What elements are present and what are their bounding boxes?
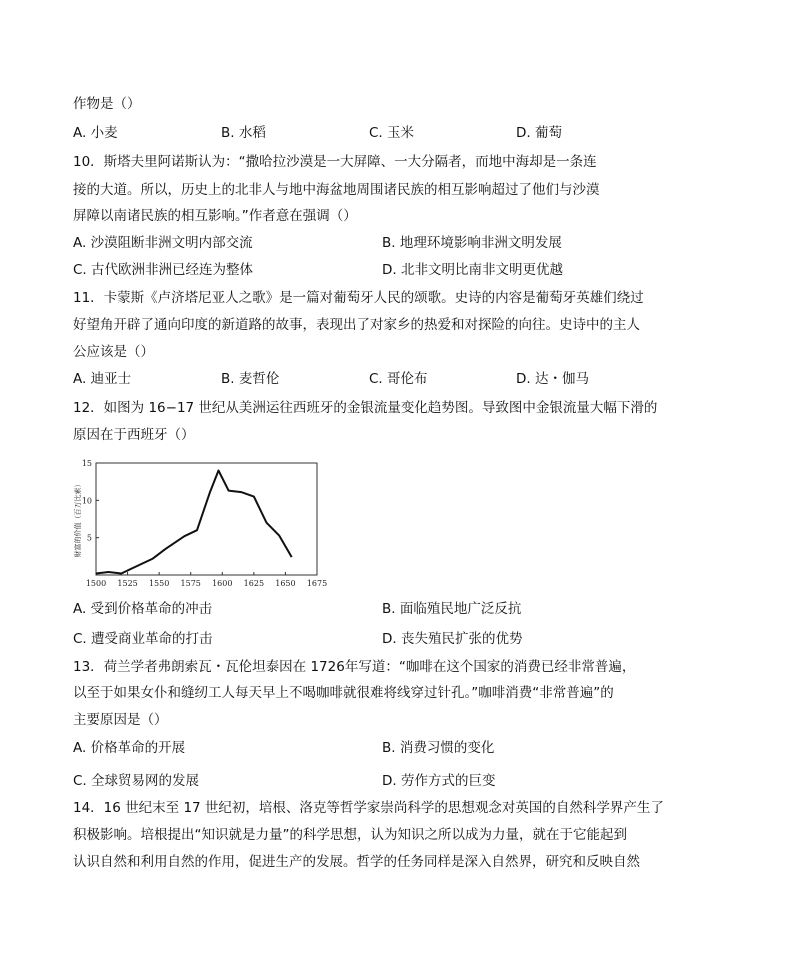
q9-option-d: D. 葡萄 — [516, 125, 562, 141]
question-9-stem-end: 作物是（） — [73, 96, 141, 112]
q12-option-c: C. 遭受商业革命的打击 — [73, 631, 213, 647]
y-tick-label: 5 — [86, 533, 92, 543]
plot-frame — [96, 463, 317, 575]
q11-option-c: C. 哥伦布 — [369, 371, 428, 387]
question-13-line-2: 以至于如果女仆和缝纫工人每天早上不喝咖啡就很难将线穿过针孔。”咖啡消费“非常普遍”的 — [73, 685, 614, 701]
gold-silver-flow-chart — [72, 455, 328, 591]
question-13-line-3: 主要原因是（） — [73, 712, 168, 728]
q9-option-a: A. 小麦 — [73, 125, 118, 141]
q13-option-b: B. 消费习惯的变化 — [382, 740, 495, 756]
question-11-line-2: 好望角开辟了通向印度的新道路的故事，表现出了对家乡的热爱和对探险的向往。史诗中的主人 — [73, 317, 640, 333]
question-14-line-2: 积极影响。培根提出“知识就是力量”的科学思想，认为知识之所以成为力量，就在于它能起到 — [73, 827, 627, 843]
y-tick-label: 15 — [81, 459, 92, 468]
x-tick-label: 1575 — [180, 579, 201, 588]
x-tick-label: 1550 — [148, 579, 170, 588]
question-12-line-2: 原因在于西班牙（） — [73, 427, 195, 443]
y-axis-label: 财富的价值（百万比索） — [74, 480, 82, 558]
question-12-line-1: 12．如图为 16−17 世纪从美洲运往西班牙的金银流量变化趋势图。导致图中金银流量大幅下滑的 — [73, 400, 658, 416]
x-tick-label: 1600 — [212, 579, 233, 588]
x-tick-label: 1675 — [306, 579, 328, 588]
x-tick-label: 1625 — [243, 579, 265, 588]
x-tick-label: 1525 — [117, 579, 138, 588]
q11-option-a: A. 迪亚士 — [73, 371, 132, 387]
q9-option-b: B. 水稻 — [221, 125, 266, 141]
q11-option-d: D. 达・伽马 — [516, 371, 589, 387]
q12-option-b: B. 面临殖民地广泛反抗 — [382, 601, 522, 617]
x-tick-label: 1650 — [275, 579, 296, 588]
question-10-line-2: 接的大道。所以，历史上的北非人与地中海盆地周围诸民族的相互影响超过了他们与沙漠 — [73, 182, 600, 198]
series-line — [96, 471, 292, 574]
q13-option-c: C. 全球贸易网的发展 — [73, 773, 200, 789]
y-tick-label: 10 — [81, 496, 92, 506]
question-14-line-1: 14．16 世纪末至 17 世纪初，培根、洛克等哲学家崇尚科学的思想观念对英国的自然科学界产生了 — [73, 800, 664, 816]
q13-option-d: D. 劳作方式的巨变 — [382, 773, 496, 789]
question-11-line-1: 11．卡蒙斯《卢济塔尼亚人之歌》是一篇对葡萄牙人民的颂歌。史诗的内容是葡萄牙英雄们绕过 — [73, 290, 644, 306]
x-tick-label: 1500 — [85, 579, 107, 588]
q10-option-a: A. 沙漠阻断非洲文明内部交流 — [73, 235, 253, 251]
q12-option-d: D. 丧失殖民扩张的优势 — [382, 631, 523, 647]
q9-option-c: C. 玉米 — [369, 125, 415, 141]
question-11-line-3: 公应该是（） — [73, 344, 154, 360]
q11-option-b: B. 麦哲伦 — [221, 371, 280, 387]
q12-option-a: A. 受到价格革命的冲击 — [73, 601, 213, 617]
q10-option-c: C. 古代欧洲非洲已经连为整体 — [73, 262, 254, 278]
q10-option-b: B. 地理环境影响非洲文明发展 — [382, 235, 562, 251]
question-10-line-1: 10．斯塔夫里阿诺斯认为：“撒哈拉沙漠是一大屏障、一大分隔者，而地中海却是一条连 — [73, 154, 597, 170]
q10-option-d: D. 北非文明比南非文明更优越 — [382, 262, 563, 278]
question-10-line-3: 屏障以南诸民族的相互影响。”作者意在强调（） — [73, 208, 357, 224]
question-13-line-1: 13．荷兰学者弗朗索瓦・瓦伦坦泰因在 1726年写道：“咖啡在这个国家的消费已经非常普遍， — [73, 659, 636, 675]
question-14-line-3: 认识自然和利用自然的作用，促进生产的发展。哲学的任务同样是深入自然界，研究和反映自然 — [73, 854, 640, 870]
q13-option-a: A. 价格革命的开展 — [73, 740, 186, 756]
